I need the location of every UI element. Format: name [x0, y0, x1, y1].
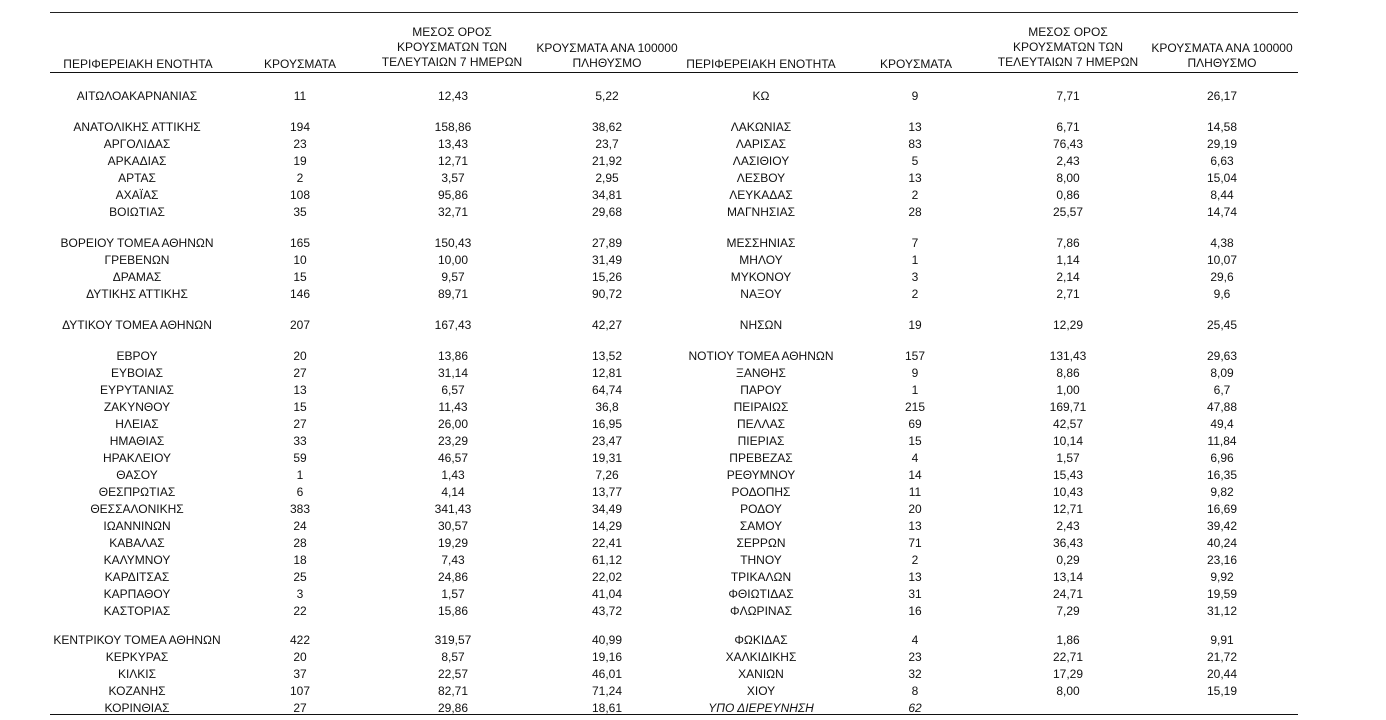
cell-left-per100k: 90,72 [591, 287, 623, 301]
cell-right-per100k: 8,44 [1210, 188, 1234, 202]
cell-left-per100k: 7,26 [595, 468, 619, 482]
cell-right-cases: 8 [911, 684, 919, 698]
cell-right-cases: 14 [908, 468, 922, 482]
cell-left-avg7d: 12,43 [437, 89, 469, 103]
cell-right-per100k: 26,17 [1206, 89, 1238, 103]
cell-left-per100k: 19,16 [591, 650, 623, 664]
cell-left-region: ΚΑΡΠΑΘΟΥ [103, 587, 171, 601]
cell-right-region: ΛΑΡΙΣΑΣ [735, 137, 787, 151]
cell-right-region: ΠΕΛΛΑΣ [736, 417, 786, 431]
cell-right-per100k: 39,42 [1206, 519, 1238, 533]
cell-left-region: ΗΡΑΚΛΕΙΟΥ [102, 451, 172, 465]
cell-left-avg7d: 26,00 [437, 417, 469, 431]
cell-right-per100k: 47,88 [1206, 400, 1238, 414]
cell-left-per100k: 27,89 [591, 236, 623, 250]
cell-left-region: ΚΑΛΥΜΝΟΥ [103, 553, 171, 567]
cell-left-cases: 27 [293, 366, 307, 380]
cell-right-per100k: 10,07 [1206, 253, 1238, 267]
cell-right-region: ΛΕΣΒΟΥ [736, 171, 786, 185]
cell-left-avg7d: 24,86 [437, 570, 469, 584]
cell-left-per100k: 42,27 [591, 318, 623, 332]
cell-right-per100k: 9,82 [1210, 485, 1234, 499]
cell-right-per100k: 8,09 [1210, 366, 1234, 380]
cell-right-cases: 19 [908, 318, 922, 332]
cell-left-cases: 23 [293, 137, 307, 151]
cell-right-region: ΛΑΣΙΘΙΟΥ [732, 154, 790, 168]
cell-right-per100k: 40,24 [1206, 536, 1238, 550]
cell-right-avg7d: 7,71 [1056, 89, 1080, 103]
cell-left-region: ΚΙΛΚΙΣ [117, 667, 157, 681]
cell-left-per100k: 40,99 [591, 633, 623, 647]
cell-left-per100k: 18,61 [591, 701, 623, 715]
cell-left-per100k: 34,49 [591, 502, 623, 516]
cell-left-avg7d: 10,00 [437, 253, 469, 267]
cell-right-per100k: 16,69 [1206, 502, 1238, 516]
header-avg-right-line3: ΤΕΛΕΥΤΑΙΩΝ 7 ΗΜΕΡΩΝ [997, 55, 1139, 69]
cell-right-cases: 2 [911, 553, 919, 567]
header-per100k-right-line1: ΚΡΟΥΣΜΑΤΑ ΑΝΑ 100000 [1151, 41, 1293, 55]
cell-left-region: ΑΡΓΟΛΙΔΑΣ [103, 137, 171, 151]
cell-left-cases: 27 [293, 417, 307, 431]
cell-left-cases: 35 [293, 205, 307, 219]
cell-right-per100k: 16,35 [1206, 468, 1238, 482]
cell-left-cases: 422 [289, 633, 311, 647]
cell-right-region: ΣΑΜΟΥ [739, 519, 783, 533]
cell-right-per100k: 49,4 [1210, 417, 1234, 431]
cell-left-region: ΘΕΣΣΑΛΟΝΙΚΗΣ [90, 502, 184, 516]
cell-left-cases: 15 [293, 400, 307, 414]
cell-left-per100k: 23,7 [595, 137, 619, 151]
cell-right-avg7d: 1,00 [1056, 383, 1080, 397]
cell-left-per100k: 22,02 [591, 570, 623, 584]
cell-right-region: ΝΟΤΙΟΥ ΤΟΜΕΑ ΑΘΗΝΩΝ [688, 349, 834, 363]
cell-right-region: ΚΩ [752, 89, 770, 103]
cell-right-per100k: 14,58 [1206, 120, 1238, 134]
cell-right-avg7d: 0,29 [1056, 553, 1080, 567]
cell-right-region: ΤΗΝΟΥ [740, 553, 782, 567]
cell-left-region: ΕΥΡΥΤΑΝΙΑΣ [100, 383, 174, 397]
cell-left-avg7d: 1,57 [441, 587, 465, 601]
cell-left-cases: 383 [289, 502, 311, 516]
cell-right-avg7d: 10,14 [1052, 434, 1084, 448]
cell-right-cases: 13 [908, 570, 922, 584]
cell-right-per100k: 6,63 [1210, 154, 1234, 168]
cell-right-avg7d: 6,71 [1056, 120, 1080, 134]
header-rule [50, 72, 1298, 73]
bottom-rule [50, 714, 1298, 715]
cell-right-region: ΧΑΝΙΩΝ [738, 667, 784, 681]
cell-left-region: ΖΑΚΥΝΘΟΥ [103, 400, 171, 414]
cell-left-cases: 11 [293, 89, 307, 103]
cell-left-region: ΚΟΖΑΝΗΣ [108, 684, 166, 698]
cell-right-region: ΡΟΔΟΥ [740, 502, 782, 516]
cell-left-region: ΚΟΡΙΝΘΙΑΣ [104, 701, 170, 715]
cell-left-region: ΘΕΣΠΡΩΤΙΑΣ [98, 485, 176, 499]
cell-right-cases: 2 [911, 188, 919, 202]
cell-right-cases: 32 [908, 667, 922, 681]
cell-left-cases: 2 [296, 171, 304, 185]
cell-right-cases: 71 [908, 536, 922, 550]
cell-left-region: ΚΑΡΔΙΤΣΑΣ [104, 570, 170, 584]
cell-left-cases: 13 [293, 383, 307, 397]
cell-left-region: ΔΥΤΙΚΟΥ ΤΟΜΕΑ ΑΘΗΝΩΝ [62, 318, 212, 332]
cell-right-avg7d: 7,29 [1056, 604, 1080, 618]
cell-left-avg7d: 8,57 [441, 650, 465, 664]
cell-right-cases: 215 [904, 400, 926, 414]
cell-left-per100k: 41,04 [591, 587, 623, 601]
cell-right-avg7d: 2,43 [1056, 154, 1080, 168]
cell-left-cases: 20 [293, 650, 307, 664]
cell-right-avg7d: 2,14 [1056, 270, 1080, 284]
cell-left-per100k: 19,31 [591, 451, 623, 465]
cell-left-avg7d: 19,29 [437, 536, 469, 550]
header-per100k-right [1142, 41, 1302, 71]
cell-left-avg7d: 7,43 [441, 553, 465, 567]
cell-right-per100k: 6,96 [1210, 451, 1234, 465]
cell-left-per100k: 23,47 [591, 434, 623, 448]
cell-left-per100k: 43,72 [591, 604, 623, 618]
cell-left-per100k: 2,95 [595, 171, 619, 185]
header-avg-right [994, 25, 1142, 70]
cell-right-per100k: 4,38 [1210, 236, 1234, 250]
cell-left-per100k: 14,29 [591, 519, 623, 533]
cell-left-cases: 37 [293, 667, 307, 681]
header-per100k-left-line1: ΚΡΟΥΣΜΑΤΑ ΑΝΑ 100000 [536, 41, 678, 55]
header-per100k-left-line2: ΠΛΗΘΥΣΜΟ [572, 56, 642, 70]
cell-right-region: ΜΗΛΟΥ [739, 253, 783, 267]
cell-left-per100k: 16,95 [591, 417, 623, 431]
cell-left-avg7d: 319,57 [434, 633, 472, 647]
cell-left-region: ΗΜΑΘΙΑΣ [109, 434, 165, 448]
cell-left-region: ΑΡΚΑΔΙΑΣ [107, 154, 167, 168]
cell-right-per100k: 9,6 [1213, 287, 1231, 301]
cell-left-cases: 24 [293, 519, 307, 533]
cell-right-cases: 4 [911, 633, 919, 647]
header-per100k-right-line2: ΠΛΗΘΥΣΜΟ [1187, 56, 1257, 70]
cell-right-avg7d: 15,43 [1052, 468, 1084, 482]
cell-right-region: ΞΑΝΘΗΣ [736, 366, 786, 380]
cell-left-cases: 20 [293, 349, 307, 363]
cell-right-cases: 4 [911, 451, 919, 465]
cell-right-cases: 13 [908, 171, 922, 185]
cell-right-avg7d: 36,43 [1052, 536, 1084, 550]
cell-left-avg7d: 3,57 [441, 171, 465, 185]
cell-left-per100k: 21,92 [591, 154, 623, 168]
cell-right-avg7d: 42,57 [1052, 417, 1084, 431]
cell-left-cases: 146 [289, 287, 311, 301]
cell-left-avg7d: 167,43 [434, 318, 472, 332]
cell-right-cases: 69 [908, 417, 922, 431]
header-avg-left-line2: ΚΡΟΥΣΜΑΤΩΝ ΤΩΝ [396, 40, 508, 54]
cell-right-cases: 13 [908, 120, 922, 134]
cell-right-cases: 23 [908, 650, 922, 664]
cell-right-region: ΥΠΟ ΔΙΕΡΕΥΝΗΣΗ [708, 701, 814, 715]
cell-left-per100k: 61,12 [591, 553, 623, 567]
cell-left-avg7d: 341,43 [434, 502, 472, 516]
cell-left-per100k: 64,74 [591, 383, 623, 397]
cell-left-per100k: 38,62 [591, 120, 623, 134]
cell-left-cases: 22 [293, 604, 307, 618]
cell-right-region: ΛΕΥΚΑΔΑΣ [729, 188, 793, 202]
cell-left-cases: 194 [289, 120, 311, 134]
cell-right-cases: 157 [904, 349, 926, 363]
header-avg-left-line3: ΤΕΛΕΥΤΑΙΩΝ 7 ΗΜΕΡΩΝ [381, 55, 523, 69]
cell-right-region: ΡΕΘΥΜΝΟΥ [726, 468, 796, 482]
cell-left-avg7d: 158,86 [434, 120, 472, 134]
cell-right-cases: 13 [908, 519, 922, 533]
cell-left-region: ΔΥΤΙΚΗΣ ΑΤΤΙΚΗΣ [86, 287, 188, 301]
cell-left-region: ΒΟΙΩΤΙΑΣ [109, 205, 165, 219]
cell-right-per100k: 31,12 [1206, 604, 1238, 618]
cell-right-cases: 20 [908, 502, 922, 516]
cell-right-avg7d: 1,57 [1056, 451, 1080, 465]
cell-left-per100k: 71,24 [591, 684, 623, 698]
cell-left-avg7d: 23,29 [437, 434, 469, 448]
cell-right-avg7d: 13,14 [1052, 570, 1084, 584]
cell-right-cases: 31 [908, 587, 922, 601]
cell-right-avg7d: 8,00 [1056, 171, 1080, 185]
cell-right-region: ΜΕΣΣΗΝΙΑΣ [726, 236, 796, 250]
cell-right-per100k: 29,6 [1210, 270, 1234, 284]
cell-right-per100k: 11,84 [1207, 434, 1237, 448]
cell-right-region: ΧΙΟΥ [746, 684, 776, 698]
cell-left-avg7d: 9,57 [441, 270, 465, 284]
header-avg-right-line2: ΚΡΟΥΣΜΑΤΩΝ ΤΩΝ [1012, 40, 1124, 54]
cell-right-avg7d: 17,29 [1052, 667, 1084, 681]
cell-right-avg7d: 0,86 [1056, 188, 1080, 202]
cell-left-region: ΚΑΣΤΟΡΙΑΣ [103, 604, 171, 618]
cell-left-region: ΕΥΒΟΙΑΣ [110, 366, 164, 380]
cell-right-avg7d: 1,86 [1056, 633, 1080, 647]
cell-right-region: ΧΑΛΚΙΔΙΚΗΣ [725, 650, 797, 664]
cell-left-region: ΑΧΑΪΑΣ [115, 188, 159, 202]
cell-right-cases: 15 [908, 434, 922, 448]
cell-left-cases: 15 [293, 270, 307, 284]
cell-right-cases: 5 [911, 154, 919, 168]
cell-left-region: ΚΕΝΤΡΙΚΟΥ ΤΟΜΕΑ ΑΘΗΝΩΝ [53, 633, 221, 647]
cell-right-cases: 11 [908, 485, 922, 499]
cell-right-avg7d: 7,86 [1056, 236, 1080, 250]
cell-right-per100k: 19,59 [1206, 587, 1238, 601]
cell-left-avg7d: 89,71 [437, 287, 469, 301]
cell-right-region: ΝΑΞΟΥ [740, 287, 782, 301]
cell-right-avg7d: 8,86 [1056, 366, 1080, 380]
cell-left-per100k: 36,8 [595, 400, 619, 414]
cell-right-cases: 83 [908, 137, 922, 151]
cell-right-per100k: 6,7 [1213, 383, 1231, 397]
cell-right-region: ΜΑΓΝΗΣΙΑΣ [726, 205, 796, 219]
cell-left-cases: 1 [296, 468, 304, 482]
cell-right-per100k: 15,04 [1206, 171, 1238, 185]
cell-right-cases: 3 [911, 270, 919, 284]
cell-left-avg7d: 150,43 [434, 236, 472, 250]
cell-right-region: ΡΟΔΟΠΗΣ [731, 485, 791, 499]
cell-right-avg7d: 2,43 [1056, 519, 1080, 533]
header-cases-left: ΚΡΟΥΣΜΑΤΑ [264, 57, 336, 71]
cell-right-per100k: 23,16 [1206, 553, 1238, 567]
cell-right-cases: 62 [908, 701, 922, 715]
cell-left-region: ΘΑΣΟΥ [116, 468, 158, 482]
header-region-left: ΠΕΡΙΦΕΡΕΙΑΚΗ ΕΝΟΤΗΤΑ [63, 57, 213, 71]
cell-left-region: ΗΛΕΙΑΣ [115, 417, 159, 431]
cell-left-region: ΑΝΑΤΟΛΙΚΗΣ ΑΤΤΙΚΗΣ [73, 120, 201, 134]
cell-right-per100k: 14,74 [1206, 205, 1238, 219]
cell-left-avg7d: 30,57 [437, 519, 469, 533]
cell-right-avg7d: 12,71 [1052, 502, 1084, 516]
cell-left-cases: 3 [296, 587, 304, 601]
cell-left-per100k: 46,01 [591, 667, 623, 681]
cell-right-per100k: 9,92 [1210, 570, 1234, 584]
cell-left-per100k: 13,52 [591, 349, 623, 363]
header-per100k-left [527, 41, 687, 71]
cell-left-cases: 10 [293, 253, 307, 267]
cell-right-region: ΤΡΙΚΑΛΩΝ [730, 570, 792, 584]
cell-left-avg7d: 12,71 [437, 154, 469, 168]
cell-left-region: ΕΒΡΟΥ [116, 349, 158, 363]
cell-left-avg7d: 29,86 [437, 701, 469, 715]
cell-right-per100k: 9,91 [1210, 633, 1234, 647]
cell-right-avg7d: 8,00 [1056, 684, 1080, 698]
cell-right-cases: 9 [911, 89, 919, 103]
cell-right-avg7d: 10,43 [1052, 485, 1084, 499]
top-rule [50, 12, 1298, 13]
cell-left-cases: 19 [293, 154, 307, 168]
cell-right-region: ΦΛΩΡΙΝΑΣ [730, 604, 792, 618]
cell-right-region: ΠΙΕΡΙΑΣ [737, 434, 785, 448]
cell-right-per100k: 25,45 [1206, 318, 1238, 332]
cell-left-avg7d: 46,57 [437, 451, 469, 465]
cell-left-avg7d: 4,14 [441, 485, 465, 499]
cell-left-region: ΑΙΤΩΛΟΑΚΑΡΝΑΝΙΑΣ [76, 89, 198, 103]
cell-left-avg7d: 31,14 [437, 366, 469, 380]
cell-left-per100k: 12,81 [591, 366, 623, 380]
cell-right-cases: 28 [908, 205, 922, 219]
cell-right-per100k: 29,19 [1206, 137, 1238, 151]
cell-right-cases: 1 [911, 253, 919, 267]
cell-left-cases: 6 [296, 485, 304, 499]
cell-left-region: ΓΡΕΒΕΝΩΝ [104, 253, 170, 267]
cell-left-cases: 107 [289, 684, 311, 698]
cell-right-region: ΝΗΣΩΝ [739, 318, 783, 332]
cell-left-per100k: 29,68 [591, 205, 623, 219]
cell-right-region: ΜΥΚΟΝΟΥ [730, 270, 792, 284]
cell-left-avg7d: 13,86 [437, 349, 469, 363]
cell-left-per100k: 31,49 [591, 253, 623, 267]
cell-left-avg7d: 82,71 [437, 684, 469, 698]
cell-left-region: ΑΡΤΑΣ [118, 171, 156, 185]
cell-right-per100k: 20,44 [1206, 667, 1238, 681]
cell-left-avg7d: 13,43 [437, 137, 469, 151]
header-avg-right-line1: ΜΕΣΟΣ ΟΡΟΣ [1028, 25, 1108, 39]
cell-left-cases: 108 [289, 188, 311, 202]
cell-right-cases: 7 [911, 236, 919, 250]
cell-right-region: ΠΕΙΡΑΙΩΣ [733, 400, 789, 414]
cell-right-cases: 16 [908, 604, 922, 618]
cell-left-region: ΚΑΒΑΛΑΣ [109, 536, 165, 550]
cell-right-cases: 9 [911, 366, 919, 380]
cell-left-cases: 28 [293, 536, 307, 550]
cell-left-region: ΔΡΑΜΑΣ [112, 270, 162, 284]
cell-right-avg7d: 24,71 [1052, 587, 1084, 601]
cell-left-per100k: 15,26 [591, 270, 623, 284]
cell-left-cases: 18 [293, 553, 307, 567]
cell-left-per100k: 13,77 [591, 485, 623, 499]
cell-right-region: ΣΕΡΡΩΝ [736, 536, 786, 550]
cell-left-avg7d: 11,43 [438, 400, 468, 414]
cell-right-region: ΠΡΕΒΕΖΑΣ [729, 451, 793, 465]
cell-left-avg7d: 15,86 [437, 604, 469, 618]
cell-left-avg7d: 6,57 [441, 383, 465, 397]
cell-left-region: ΒΟΡΕΙΟΥ ΤΟΜΕΑ ΑΘΗΝΩΝ [60, 236, 214, 250]
cell-left-region: ΙΩΑΝΝΙΝΩΝ [103, 519, 171, 533]
cell-left-per100k: 22,41 [591, 536, 623, 550]
cell-right-per100k: 29,63 [1206, 349, 1238, 363]
cell-left-cases: 25 [293, 570, 307, 584]
cell-right-cases: 1 [911, 383, 919, 397]
cell-right-region: ΛΑΚΩΝΙΑΣ [730, 120, 792, 134]
cell-left-cases: 59 [293, 451, 307, 465]
header-avg-left [378, 25, 526, 70]
cell-right-cases: 2 [911, 287, 919, 301]
header-region-right: ΠΕΡΙΦΕΡΕΙΑΚΗ ΕΝΟΤΗΤΑ [686, 57, 836, 71]
cell-left-region: ΚΕΡΚΥΡΑΣ [105, 650, 169, 664]
cell-left-per100k: 34,81 [591, 188, 623, 202]
cell-right-avg7d: 131,43 [1049, 349, 1087, 363]
cell-left-cases: 165 [289, 236, 311, 250]
cell-left-cases: 33 [293, 434, 307, 448]
cell-right-region: ΦΩΚΙΔΑΣ [734, 633, 788, 647]
cell-right-avg7d: 76,43 [1052, 137, 1084, 151]
header-avg-left-line1: ΜΕΣΟΣ ΟΡΟΣ [412, 25, 492, 39]
cell-right-avg7d: 169,71 [1049, 400, 1087, 414]
cell-right-region: ΠΑΡΟΥ [740, 383, 782, 397]
cell-right-avg7d: 12,29 [1052, 318, 1084, 332]
cell-right-per100k: 15,19 [1206, 684, 1238, 698]
cell-right-avg7d: 22,71 [1052, 650, 1084, 664]
cell-left-avg7d: 1,43 [441, 468, 465, 482]
header-cases-right: ΚΡΟΥΣΜΑΤΑ [880, 57, 952, 71]
cell-left-avg7d: 95,86 [437, 188, 469, 202]
cell-left-avg7d: 22,57 [437, 667, 469, 681]
cell-right-per100k: 21,72 [1206, 650, 1238, 664]
cell-right-avg7d: 1,14 [1056, 253, 1080, 267]
cell-left-per100k: 5,22 [595, 89, 619, 103]
cell-right-region: ΦΘΙΩΤΙΔΑΣ [728, 587, 794, 601]
cell-right-avg7d: 2,71 [1056, 287, 1080, 301]
cell-left-cases: 27 [293, 701, 307, 715]
cell-left-cases: 207 [289, 318, 311, 332]
cell-left-avg7d: 32,71 [437, 205, 469, 219]
cell-right-avg7d: 25,57 [1052, 205, 1084, 219]
